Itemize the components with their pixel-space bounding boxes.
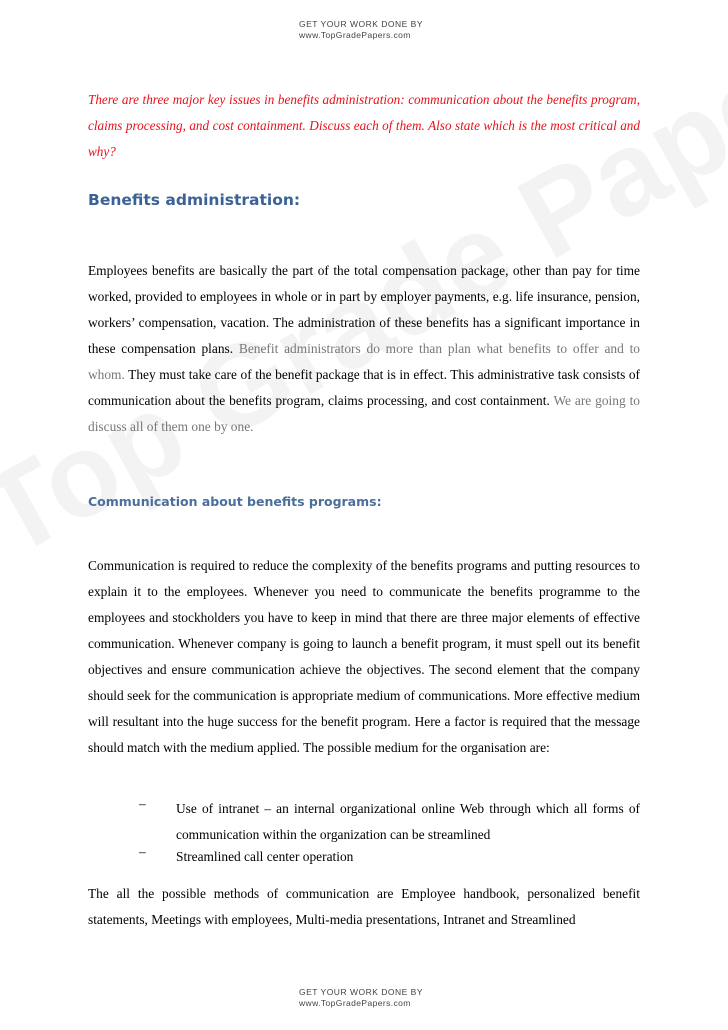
paragraph-benefits-intro-part1: Employees benefits are basically the part of the total compensation package, other than pay for time worked, provided to employees in whole or in part by employer payments, e.g. life insurance, pension, workers’ compensation, vacation. The administration of these benefits has a significant importance in these compensation plans. <box>88 263 640 356</box>
paragraph-communication: Communication is required to reduce the complexity of the benefits programs and putting resources to explain it to the employees. Whenever you need to communicate the benefits programme to the employees and stockholders you have to keep in mind that there are three major elements of effective communication. Whenever company is going to launch a benefit program, it must spell out its benefit objectives and ensure communication achieve the objectives. The second element that the company should seek for the communication is appropriate medium of communications. More effective medium will resultant into the huge success for the benefit program. Here a factor is required that the message should match with the medium applied. The possible medium for the organisation are: <box>88 558 640 755</box>
list-item-text: Streamlined call center operation <box>176 849 354 864</box>
page-header <box>299 19 423 41</box>
footer-url[interactable]: www.TopGradePapers.com <box>299 998 411 1008</box>
paragraph-benefits-intro-part2: Benefit administrators do more than plan what benefits to offer and to whom. <box>88 341 640 382</box>
page-footer <box>299 987 423 1009</box>
list-item-text: Use of intranet – an internal organizational online Web through which all forms of communication within the organization can be streamlined <box>176 801 640 842</box>
dash-bullet: – <box>139 796 146 811</box>
header-url[interactable]: www.TopGradePapers.com <box>299 30 411 40</box>
paragraph-benefits-intro <box>88 258 640 440</box>
paragraph-methods: The all the possible methods of communication are Employee handbook, personalized benefit statements, Meetings with employees, Multi-media presentations, Intranet and Streamlined <box>88 886 640 927</box>
header-promo-text: GET YOUR WORK DONE BY <box>299 19 424 29</box>
dash-bullet: – <box>139 844 146 859</box>
paragraph-benefits-intro-part4: We are going to discuss all of them one by one. <box>88 393 641 434</box>
paragraph-benefits-intro-part3: They must take care of the benefit package that is in effect. This administrative task consists of communication about the benefits program, claims processing, and cost containment. <box>88 367 640 408</box>
footer-promo-text: GET YOUR WORK DONE BY <box>299 987 424 997</box>
question-text: There are three major key issues in benefits administration: communication about the benefits program, claims processing, and cost containment. Discuss each of them. Also state which is the most critical and why? <box>88 92 640 159</box>
heading-benefits-administration: Benefits administration: <box>88 191 301 209</box>
heading-communication: Communication about benefits programs: <box>88 494 382 509</box>
